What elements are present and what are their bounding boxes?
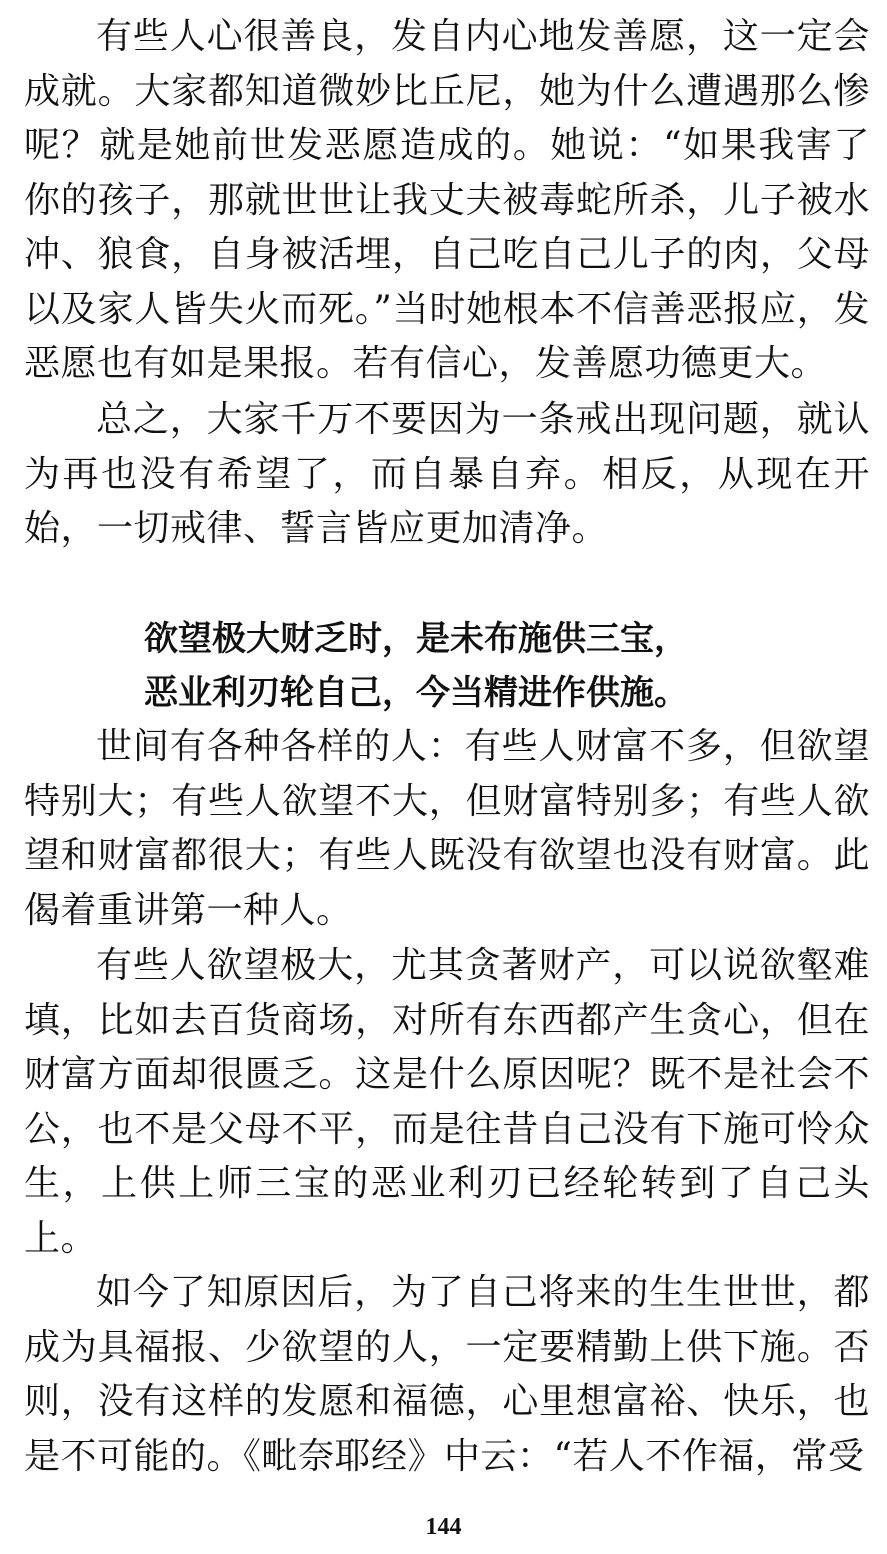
paragraph-block [24, 10, 870, 392]
paragraph-block [24, 1266, 870, 1484]
paragraph: 总之，大家千万不要因为一条戒出现问题，就认为再也没有希望了，而自暴自弃。相反，从现在开始，一切戒律、誓言皆应更加清净。 [24, 399, 870, 549]
paragraph-block [24, 720, 870, 938]
paragraph: 如今了知原因后，为了自己将来的生生世世，都成为具福报、少欲望的人，一定要精勤上供下施。否则，没有这样的发愿和福德，心里想富裕、快乐，也是不可能的。《毗奈耶经》中云：“若人不作福，常受 [24, 1272, 870, 1477]
verse-heading-line-1: 欲望极大财乏时，是未布施供三宝， [144, 619, 688, 659]
paragraph-block [24, 393, 870, 557]
paragraph: 有些人欲望极大，尤其贪著财产，可以说欲壑难填，比如去百货商场，对所有东西都产生贪心，但在财富方面却很匮乏。这是什么原因呢？既不是社会不公，也不是父母不平，而是往昔自己没有下施可怜众生，上供上师三宝的恶业利刃已经轮转到了自己头上。 [24, 945, 870, 1259]
page-number: 144 [425, 1514, 462, 1540]
paragraph: 有些人心很善良，发自内心地发善愿，这一定会成就。大家都知道微妙比丘尼，她为什么遭遇那么惨呢？就是她前世发恶愿造成的。她说：“如果我害了你的孩子，那就世世让我丈夫被毒蛇所杀，儿子被水冲、狼食，自身被活埋，自己吃自己儿子的肉，父母以及家人皆失火而死。”当时她根本不信善恶报应，发恶愿也有如是果报。若有信心，发善愿功德更大。 [24, 16, 870, 384]
verse-heading-line-2: 恶业利刃轮自己，今当精进作供施。 [144, 673, 688, 713]
paragraph-block [24, 939, 870, 1266]
paragraph: 世间有各种各样的人：有些人财富不多，但欲望特别大；有些人欲望不大，但财富特别多；有些人欲望和财富都很大；有些人既没有欲望也没有财富。此偈着重讲第一种人。 [24, 726, 870, 931]
